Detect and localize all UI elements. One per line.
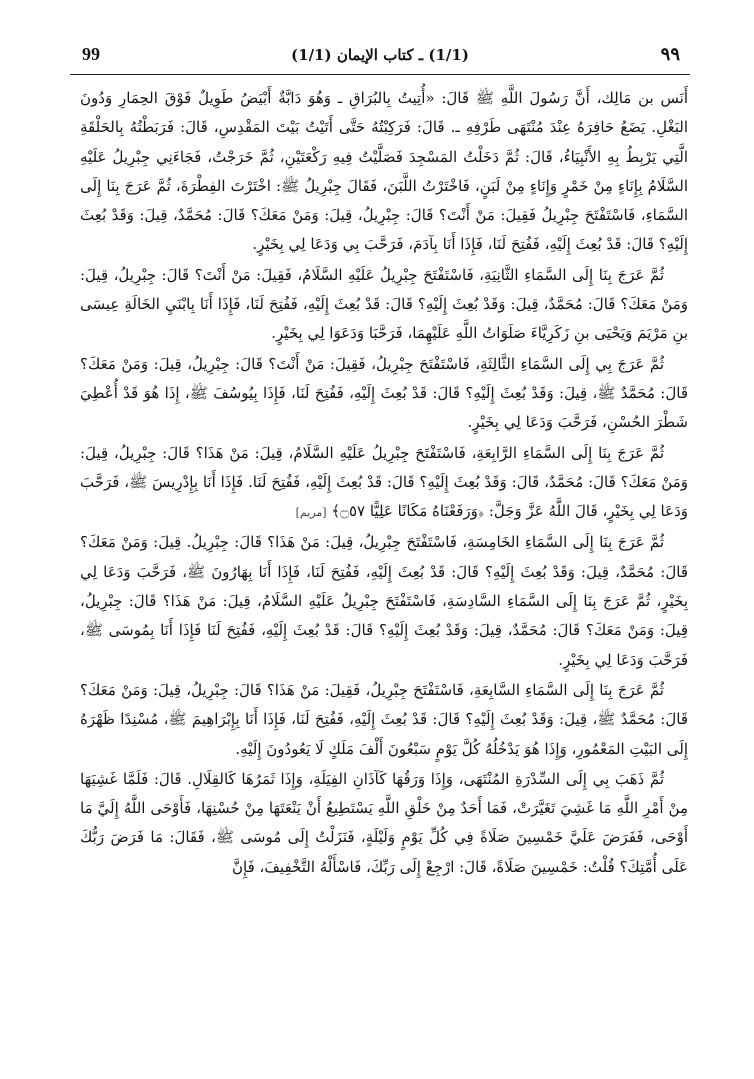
quran-reference: [مريم] [295,506,327,520]
paragraph-3: ثُمَّ عَرَجَ بِي إِلَى السَّمَاءِ الثَّالِثَةِ، فَاسْتَفْتَحَ جِبْرِيلُ، فَقِيلَ: مَنْ أَنْتَ؟ قَالَ: جِبْرِيلُ، قِيلَ: وَمَنْ مَعَكَ؟ قَالَ: مُحَمَّدٌ ﷺ، قِيلَ: وَقَدْ بُعِثَ إِلَيْهِ؟ قَالَ: قَدْ بُعِثَ إِلَيْهِ، فَفُتِحَ لَنَا، فَإِذَا بِيُوسُفَ ﷺ، إِذَا هُوَ قَدْ أُعْطِيَ شَطْرَ الحُسْنِ، فَرَحَّبَ وَدَعَا لِي بِخَيْرٍ. [80,354,688,432]
paragraph-1: أَنَس بن مَالِك، أَنَّ رَسُولَ اللَّهِ ﷺ قَالَ: «أُتِيتُ بِالبُرَاقِ ـ وَهُوَ دَابَّةٌ أَبْيَضُ طَوِيلٌ فَوْقَ الحِمَارِ وَدُونَ البَغْلِ. يَضَعُ حَافِرَهُ عِنْدَ مُنْتَهَى طَرْفِهِ ـ. قَالَ: فَرَكِبْتُهُ حَتَّى أَتَيْتُ بَيْتَ المَقْدِسِ، قَالَ: فَرَبَطْتُهُ بِالحَلْقَةِ الَّتِي يَرْبِطُ بِهِ الأَنْبِيَاءُ، قَالَ: ثُمَّ دَخَلْتُ المَسْجِدَ فَصَلَّيْتُ فِيهِ رَكْعَتَيْنِ، ثُمَّ خَرَجْتُ، فَجَاءَنِي جِبْرِيلُ عَلَيْهِ السَّلَامُ بِإِنَاءٍ مِنْ خَمْرٍ وَإِنَاءٍ مِنْ لَبَنٍ، فَاخْتَرْتُ اللَّبَنَ، فَقَالَ جِبْرِيلُ ﷺ: اخْتَرْتَ الفِطْرَةَ، ثُمَّ عَرَجَ بِنَا إِلَى السَّمَاءِ، فَاسْتَفْتَحَ جِبْرِيلُ فَقِيلَ: مَنْ أَنْتَ؟ قَالَ: جِبْرِيلُ، قِيلَ: وَمَنْ مَعَكَ؟ قَالَ: مُحَمَّدٌ، قِيلَ: وَقَدْ بُعِثَ إِلَيْهِ؟ قَالَ: قَدْ بُعِثَ إِلَيْهِ، فَفُتِحَ لَنَا، فَإِذَا أَنَا بِآدَمَ، فَرَحَّبَ بِي وَدَعَا لِي بِخَيْرٍ. [80,89,688,254]
paragraph-7: ثُمَّ ذَهَبَ بِي إِلَى السِّدْرَةِ المُنْتَهَى، وَإِذَا وَرَقُهَا كَآذَانِ الفِيَلَةِ، وَإِذَا ثَمَرُهَا كَالقِلَالِ. قَالَ: فَلَمَّا غَشِيَهَا مِنْ أَمْرِ اللَّهِ مَا غَشِيَ تَغَيَّرَتْ، فَمَا أَحَدٌ مِنْ خَلْقِ اللَّهِ يَسْتَطِيعُ أَنْ يَنْعَتَهَا مِنْ حُسْنِهَا، فَأَوْحَى اللَّهُ إِلَيَّ مَا أَوْحَى، فَفَرَضَ عَلَيَّ خَمْسِينَ صَلَاةً فِي كُلِّ يَوْمٍ وَلَيْلَةٍ، فَنَزَلْتُ إِلَى مُوسَى ﷺ، فَقَالَ: مَا فَرَضَ رَبُّكَ عَلَى أُمَّتِكَ؟ قُلْتُ: خَمْسِينَ صَلَاةً، قَالَ: ارْجِعْ إِلَى رَبِّكَ، فَاسْأَلْهُ التَّخْفِيفَ، فَإِنَّ [80,769,688,876]
paragraph-5: ثُمَّ عَرَجَ بِنَا إِلَى السَّمَاءِ الخَامِسَةِ، فَاسْتَفْتَحَ جِبْرِيلُ، قِيلَ: مَنْ هَذَا؟ قَالَ: جِبْرِيلُ. قِيلَ: وَمَنْ مَعَكَ؟ قَالَ: مُحَمَّدٌ، قِيلَ: وَقَدْ بُعِثَ إِلَيْهِ؟ قَالَ: قَدْ بُعِثَ إِلَيْهِ، فَفُتِحَ لَنَا، فَإِذَا أَنَا بِهَارُونَ ﷺ، فَرَحَّبَ وَدَعَا لِي بِخَيْرٍ، ثُمَّ عَرَجَ بِنَا إِلَى السَّمَاءِ السَّادِسَةِ، فَاسْتَفْتَحَ جِبْرِيلُ عَلَيْهِ السَّلَامُ، قِيلَ: مَنْ هَذَا؟ قَالَ: جِبْرِيلُ، قِيلَ: وَمَنْ مَعَكَ؟ قَالَ: مُحَمَّدٌ، قِيلَ: وَقَدْ بُعِثَ إِلَيْهِ؟ قَالَ: قَدْ بُعِثَ إِلَيْهِ، فَفُتِحَ لَنَا فَإِذَا أَنَا بِمُوسَى ﷺ، فَرَحَّبَ وَدَعَا لِي بِخَيْرٍ. [80,533,688,669]
page-header [70,40,690,74]
paragraph-4 [80,439,688,528]
running-title: (1/1) ـ كتاب الإيمان (1/1) [291,46,469,64]
page-number-arabic: ٩٩ [660,44,680,65]
paragraph-4-text: ثُمَّ عَرَجَ بِنَا إِلَى السَّمَاءِ الرَّابِعَةِ، فَاسْتَفْتَحَ جِبْرِيلُ عَلَيْهِ السَّلَامُ، قِيلَ: مَنْ هَذَا؟ قَالَ: جِبْرِيلُ، قِيلَ: وَمَنْ مَعَكَ؟ قَالَ: مُحَمَّدٌ، قَالَ: وَقَدْ بُعِثَ إِلَيْهِ؟ قَالَ: قَدْ بُعِثَ إِلَيْهِ، فَفُتِحَ لَنَا. فَإِذَا أَنَا بِإِدْرِيسَ ﷺ، فَرَحَّبَ وَدَعَا لِي بِخَيْرٍ، قَالَ اللَّهُ عَزَّ وَجَلَّ: ﴿وَرَفَعْنَاهُ مَكَانًا عَلِيًّا ۝٥٧﴾ [80,443,688,521]
paragraph-2: ثُمَّ عَرَجَ بِنَا إِلَى السَّمَاءِ الثَّانِيَةِ، فَاسْتَفْتَحَ جِبْرِيلُ عَلَيْهِ السَّلَامُ، فَقِيلَ: مَنْ أَنْتَ؟ قَالَ: جِبْرِيلُ، قِيلَ: وَمَنْ مَعَكَ؟ قَالَ: مُحَمَّدٌ، قِيلَ: وَقَدْ بُعِثَ إِلَيْهِ؟ قَالَ: قَدْ بُعِثَ إِلَيْهِ، فَفُتِحَ لَنَا، فَإِذَا أَنَا بِابْنَيِ الخَالَةِ عِيسَى بنِ مَرْيَمَ وَيَحْيَى بنِ زَكَرِيَّاءَ صَلَوَاتُ اللَّهِ عَلَيْهِمَا، فَرَحَّبَا وَدَعَوَا لِي بِخَيْرٍ. [80,265,688,343]
hadith-text [80,84,688,882]
page-number-latin: 99 [82,44,100,64]
paragraph-6: ثُمَّ عَرَجَ بِنَا إِلَى السَّمَاءِ السَّابِعَةِ، فَاسْتَفْتَحَ جِبْرِيلُ، فَقِيلَ: مَنْ هَذَا؟ قَالَ: جِبْرِيلُ، قِيلَ: وَمَنْ مَعَكَ؟ قَالَ: مُحَمَّدٌ ﷺ، قِيلَ: وَقَدْ بُعِثَ إِلَيْهِ؟ قَالَ: قَدْ بُعِثَ إِلَيْهِ، فَفُتِحَ لَنَا، فَإِذَا أَنَا بِإِبْرَاهِيمَ ﷺ، مُسْنِدًا ظَهْرَهُ إِلَى البَيْتِ المَعْمُورِ، وَإِذَا هُوَ يَدْخُلُهُ كُلَّ يَوْمٍ سَبْعُونَ أَلْفَ مَلَكٍ لَا يَعُودُونَ إِلَيْهِ. [80,680,688,758]
header-rule [70,74,690,75]
